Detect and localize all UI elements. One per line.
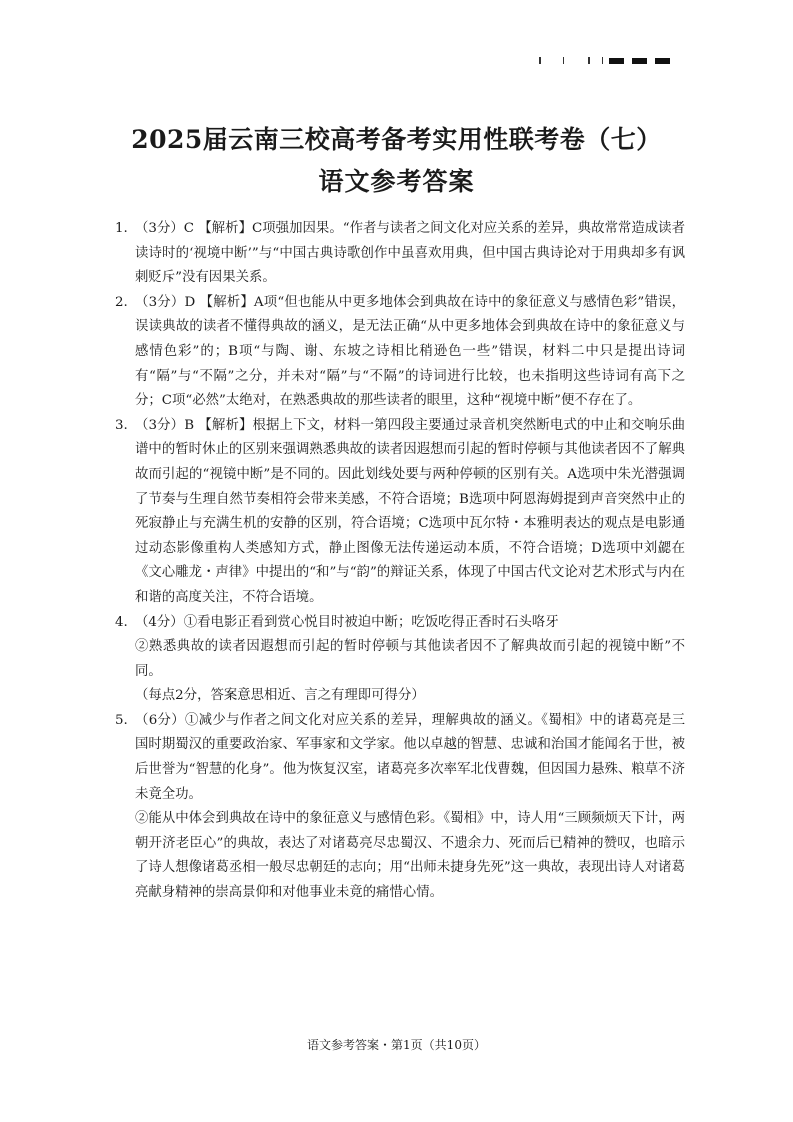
document-subtitle: 语文参考答案 [318, 167, 475, 196]
answer-body [135, 291, 685, 414]
answer-number: 5. [115, 712, 128, 728]
answer-body [135, 217, 685, 291]
registration-bar [632, 58, 647, 64]
answer-number: 2. [115, 294, 128, 310]
registration-tick [539, 57, 541, 64]
answer-paragraph: （6分）①减少与作者之间文化对应关系的差异，理解典故的涵义。《蜀相》中的诸葛亮是三国时期蜀汉的重要政治家、军事家和文学家。他以卓越的智慧、忠诚和治国才能闻名于世，被后世誉为“智慧的化身”。他为恢复汉室，诸葛亮多次率军北伐曹魏，但因国力悬殊、粮草不济未竟全功。 [135, 712, 685, 802]
answer-body [135, 414, 685, 611]
answer-item-5 [115, 709, 685, 906]
answer-paragraph: ②能从中体会到典故在诗中的象征意义与感情色彩。《蜀相》中，诗人用“三顾频烦天下计，两朝开济老臣心”的典故，表达了对诸葛亮尽忠蜀汉、不遗余力、死而后已精神的赞叹，也暗示了诗人想像诸葛丞相一般尽忠朝廷的志向；用“出师未捷身先死”这一典故，表现出诗人对诸葛亮献身精神的崇高景仰和对他事业未竟的痛惜心情。 [135, 811, 685, 901]
page-footer: 语文参考答案・第1页（共10页） [307, 1038, 486, 1052]
registration-bar [609, 58, 624, 64]
answer-number: 1. [115, 221, 128, 236]
scoring-note: （每点2分，答案意思相近、言之有理即可得分） [135, 688, 425, 704]
registration-tick [602, 57, 604, 64]
answer-paragraph: （3分）D 【解析】A项“但也能从中更多地体会到典故在诗中的象征意义与感情色彩”错误，误读典故的读者不懂得典故的涵义，是无法正确“从中更多地体会到典故在诗中的象征意义与感情色彩”的；B项“与陶、谢、东坡之诗相比稍逊色一些”错误，材料二中只是提出诗词有“隔”与“不隔”之分，并未对“隔”与“不隔”的诗词进行比较，也未指明这些诗词有高下之分；C项“必然”太绝对，在熟悉典故的那些读者的眼里，这种“视境中断”便不存在了。 [135, 294, 685, 409]
registration-bar [655, 58, 670, 64]
answer-item-1 [115, 217, 685, 291]
answer-number: 4. [115, 614, 128, 630]
answer-paragraph: （3分）C 【解析】C项强加因果。“作者与读者之间文化对应关系的差异，典故常常造成读者读诗时的‘视境中断’”与“中国古典诗歌创作中虽喜欢用典，但中国古典诗论对于用典却多有讽刺贬斥”没有因果关系。 [135, 221, 685, 286]
answer-paragraph: （4分）①看电影正看到赏心悦目时被迫中断；吃饭吃得正香时石头咯牙 [135, 614, 559, 630]
answer-body [135, 709, 685, 906]
answer-paragraph: （3分）B 【解析】根据上下文，材料一第四段主要通过录音机突然断电式的中止和交响乐曲谱中的暂时休止的区别来强调熟悉典故的读者因遐想而引起的暂时停顿与其他读者因不了解典故而引起的“视镜中断”是不同的。因此划线处要与两种停顿的区别有关。A选项中朱光潜强调了节奏与生理自然节奏相符会带来美感，不符合语境；B选项中阿恩海姆提到声音突然中止的死寂静止与充满生机的安静的区别，符合语境；C选项中瓦尔特・本雅明表达的观点是电影通过动态影像重构人类感知方式，静止图像无法传递运动本质，不符合语境；D选项中刘勰在《文心雕龙・声律》中提出的“和”与“韵”的辩证关系，体现了中国古代文论对艺术形式与内在和谐的高度关注，不符合语境。 [135, 417, 685, 605]
answer-paragraph: ②熟悉典故的读者因遐想而引起的暂时停顿与其他读者因不了解典故而引起的视镜中断”不同。 [135, 639, 685, 679]
answer-body [135, 611, 685, 709]
document-title: 2025届云南三校高考备考实用性联考卷（七） [131, 125, 662, 154]
answer-item-4 [115, 611, 685, 709]
registration-marks [539, 57, 678, 64]
registration-tick [588, 57, 590, 64]
answer-item-3 [115, 414, 685, 611]
registration-tick [563, 57, 565, 64]
answer-item-2 [115, 291, 685, 414]
answer-list [115, 217, 685, 906]
answer-number: 3. [115, 417, 128, 433]
